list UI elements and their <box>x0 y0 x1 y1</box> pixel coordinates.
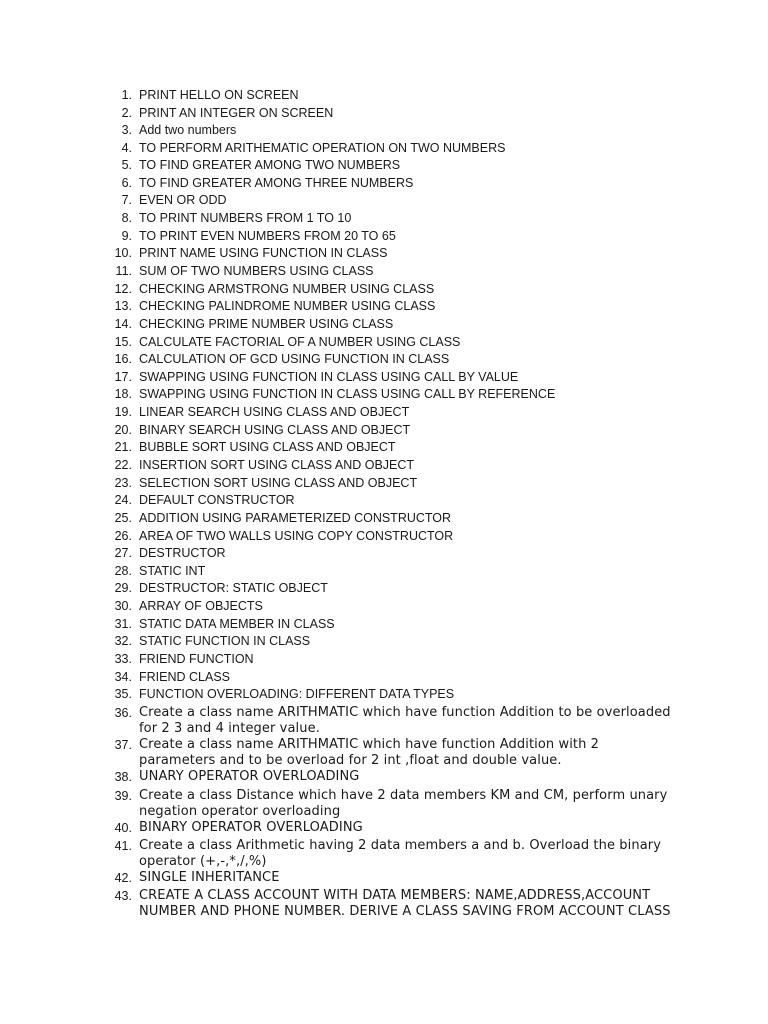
list-item-text: CHECKING ARMSTRONG NUMBER USING CLASS <box>139 282 435 296</box>
list-item-text: FRIEND CLASS <box>139 670 230 684</box>
list-item-text: PRINT NAME USING FUNCTION IN CLASS <box>139 246 388 260</box>
list-item-number: 13. <box>114 299 132 313</box>
list-item-text: INSERTION SORT USING CLASS AND OBJECT <box>139 458 415 472</box>
list-item-number: 25. <box>114 511 132 525</box>
list-item-number: 34. <box>114 670 132 684</box>
list-item-number: 2. <box>121 106 132 120</box>
list-item-number: 22. <box>114 458 132 472</box>
list-item-number: 14. <box>114 317 132 331</box>
list-item-text: FRIEND FUNCTION <box>139 652 254 666</box>
list-item-text: Create a class name ARITHMATIC which have function Addition with 2 parameters and to be overload for 2 int ,float and double value. <box>139 737 600 768</box>
list-item-number: 11. <box>115 264 132 278</box>
list-item-number: 10. <box>114 246 132 260</box>
list-item-text: Add two numbers <box>139 123 237 137</box>
list-item-text: STATIC DATA MEMBER IN CLASS <box>139 617 335 631</box>
list-item-number: 39. <box>114 789 132 803</box>
list-item-text: CHECKING PRIME NUMBER USING CLASS <box>139 317 394 331</box>
list-item-text: SINGLE INHERITANCE <box>139 870 280 885</box>
list-item-text: Create a class Arithmetic having 2 data members a and b. Overload the binary operator (+,-,*,/,%) <box>139 838 662 869</box>
list-item-text: SWAPPING USING FUNCTION IN CLASS USING CALL BY REFERENCE <box>139 387 556 401</box>
list-item-text: DESTRUCTOR <box>139 546 226 560</box>
list-item-text: AREA OF TWO WALLS USING COPY CONSTRUCTOR <box>139 529 454 543</box>
list-item-text: FUNCTION OVERLOADING: DIFFERENT DATA TYPES <box>139 687 455 701</box>
list-item-text: CHECKING PALINDROME NUMBER USING CLASS <box>139 299 436 313</box>
list-item-text: DEFAULT CONSTRUCTOR <box>139 493 295 507</box>
list-item-text: ADDITION USING PARAMETERIZED CONSTRUCTOR <box>139 511 452 525</box>
list-item-text: LINEAR SEARCH USING CLASS AND OBJECT <box>139 405 410 419</box>
list-item-number: 32. <box>114 634 132 648</box>
list-item-number: 16. <box>114 352 132 366</box>
list-item-number: 33. <box>114 652 132 666</box>
list-item-number: 24. <box>114 493 132 507</box>
list-item-text: TO FIND GREATER AMONG TWO NUMBERS <box>139 158 401 172</box>
list-item-text: DESTRUCTOR: STATIC OBJECT <box>139 581 328 595</box>
list-item-number: 36. <box>114 706 132 720</box>
list-item-number: 28. <box>114 564 132 578</box>
list-item-text: EVEN OR ODD <box>139 193 227 207</box>
list-item-number: 15. <box>114 335 132 349</box>
list-item-text: BUBBLE SORT USING CLASS AND OBJECT <box>139 440 396 454</box>
list-item-number: 12. <box>114 282 132 296</box>
list-item-text: STATIC FUNCTION IN CLASS <box>139 634 311 648</box>
list-item-text: PRINT AN INTEGER ON SCREEN <box>139 106 334 120</box>
list-item-number: 7. <box>121 193 132 207</box>
list-item-text: TO PERFORM ARITHEMATIC OPERATION ON TWO NUMBERS <box>139 141 506 155</box>
list-item-text: STATIC INT <box>139 564 206 578</box>
list-item-number: 30. <box>114 599 132 613</box>
list-item-number: 27. <box>114 546 132 560</box>
list-item-number: 40. <box>114 821 132 835</box>
list-item-number: 29. <box>114 581 132 595</box>
list-item-text: UNARY OPERATOR OVERLOADING <box>139 769 360 784</box>
list-item-text: CREATE A CLASS ACCOUNT WITH DATA MEMBERS: NAME,ADDRESS,ACCOUNT NUMBER AND PHONE NUMBER. DERIVE A CLASS SAVING FROM ACCOUNT CLASS <box>139 888 671 919</box>
list-item-text: SELECTION SORT USING CLASS AND OBJECT <box>139 476 418 490</box>
list-item-text: TO PRINT NUMBERS FROM 1 TO 10 <box>139 211 352 225</box>
list-item-number: 6. <box>121 176 132 190</box>
list-item-number: 20. <box>114 423 132 437</box>
list-item-number: 8. <box>121 211 132 225</box>
list-item-text: CALCULATION OF GCD USING FUNCTION IN CLASS <box>139 352 450 366</box>
list-item-number: 21. <box>114 440 132 454</box>
list-item-text: BINARY OPERATOR OVERLOADING <box>139 820 363 835</box>
list-item-text: CALCULATE FACTORIAL OF A NUMBER USING CLASS <box>139 335 461 349</box>
list-item-text: Create a class name ARITHMATIC which have function Addition to be overloaded for 2 3 and 4 integer value. <box>139 705 671 736</box>
list-item-number: 5. <box>121 158 132 172</box>
list-item-number: 26. <box>114 529 132 543</box>
list-item-text: TO PRINT EVEN NUMBERS FROM 20 TO 65 <box>139 229 396 243</box>
list-item-number: 42. <box>114 871 132 885</box>
list-item-text: ARRAY OF OBJECTS <box>139 599 263 613</box>
list-item-number: 23. <box>114 476 132 490</box>
list-item-text: TO FIND GREATER AMONG THREE NUMBERS <box>139 176 414 190</box>
list-item-text: Create a class Distance which have 2 data members KM and CM, perform unary negation operator overloading <box>139 788 668 819</box>
list-item-number: 38. <box>114 770 132 784</box>
list-item-number: 1. <box>121 88 132 102</box>
list-item-number: 43. <box>114 889 132 903</box>
list-item-number: 19. <box>114 405 132 419</box>
list-item-number: 18. <box>114 387 132 401</box>
list-item-text: SWAPPING USING FUNCTION IN CLASS USING CALL BY VALUE <box>139 370 519 384</box>
list-item-text: BINARY SEARCH USING CLASS AND OBJECT <box>139 423 411 437</box>
list-item-number: 37. <box>114 738 132 752</box>
list-item-number: 35. <box>114 687 132 701</box>
list-item-number: 3. <box>121 123 132 137</box>
list-item-number: 4. <box>121 141 132 155</box>
list-item-text: SUM OF TWO NUMBERS USING CLASS <box>139 264 374 278</box>
list-item-number: 31. <box>114 617 132 631</box>
list-item-number: 9. <box>121 229 132 243</box>
list-item-number: 41. <box>114 839 132 853</box>
list-item-number: 17. <box>114 370 132 384</box>
list-item-text: PRINT HELLO ON SCREEN <box>139 88 299 102</box>
